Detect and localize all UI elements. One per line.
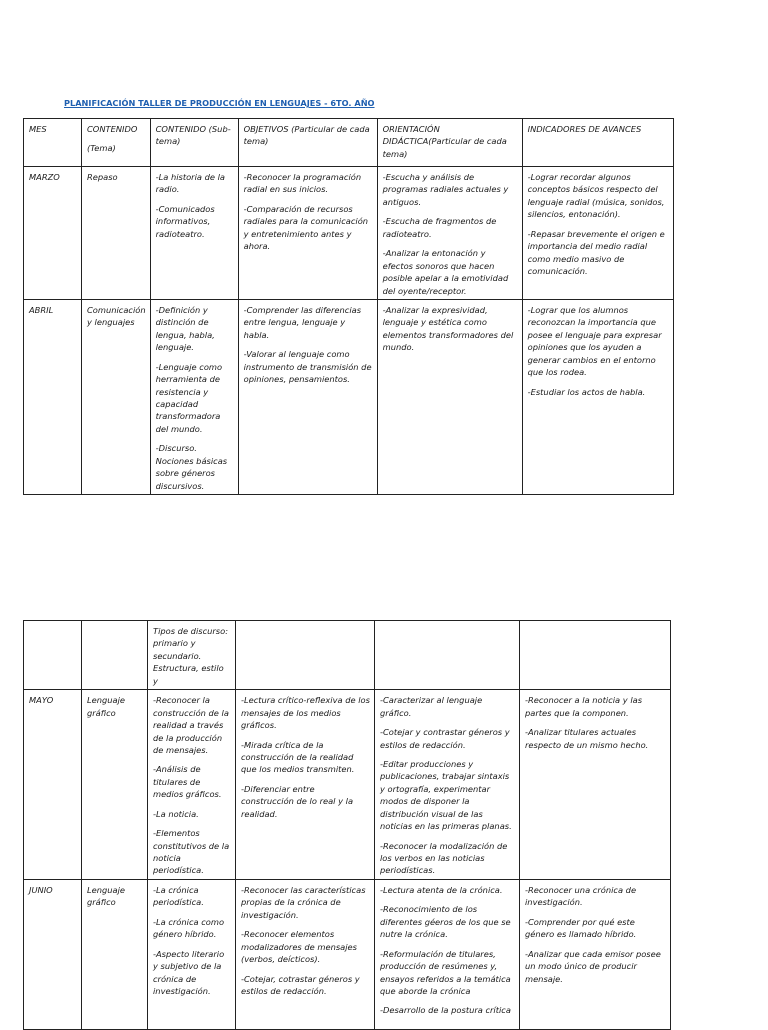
cell-mes xyxy=(24,621,82,690)
cell-subtema: -La historia de la radio. -Comunicados informativos, radioteatro. xyxy=(150,167,238,300)
planning-table-page-2 xyxy=(23,620,671,1030)
table-row-continuation xyxy=(24,621,671,690)
table-row xyxy=(24,299,674,494)
cell-subtema: -Reconocer la construcción de la realidad a través de la producción de mensajes. -Análisis de titulares de medios gráficos. -La noticia. -Elementos constitutivos de la noticia periodística. xyxy=(148,690,236,880)
header-mes: MES xyxy=(24,119,82,167)
cell-indicadores: -Reconocer a la noticia y las partes que la componen. -Analizar titulares actuales respecto de un mismo hecho. xyxy=(520,690,671,880)
cell-objetivos: -Lectura crítico-reflexiva de los mensajes de los medios gráficos. -Mirada crítica de la construcción de la realidad que los medios transmiten. -Diferenciar entre construcción de lo real y la realidad. xyxy=(236,690,375,880)
planning-table-page-1 xyxy=(23,118,674,495)
header-subtema: CONTENIDO (Sub-tema) xyxy=(150,119,238,167)
cell-objetivos: -Reconocer la programación radial en sus inicios. -Comparación de recursos radiales para la comunicación y entretenimiento antes y ahora. xyxy=(238,167,377,300)
cell-orientacion: -Analizar la expresividad, lenguaje y estética como elementos transformadores del mundo. xyxy=(377,299,522,494)
header-indicadores: INDICADORES DE AVANCES xyxy=(522,119,673,167)
header-objetivos: OBJETIVOS (Particular de cada tema) xyxy=(238,119,377,167)
document-title: PLANIFICACIÓN TALLER DE PRODUCCIÓN EN LENGUAJES - 6TO. AÑO xyxy=(64,98,375,108)
cell-mes: JUNIO xyxy=(24,879,82,1029)
cell-contenido: Lenguaje gráfico xyxy=(82,690,148,880)
cell-indicadores: -Lograr recordar algunos conceptos básicos respecto del lenguaje radial (música, sonidos, silencios, entonación). -Repasar brevemente el origen e importancia del medio radial como medio masivo de comunicación. xyxy=(522,167,673,300)
cell-subtema: -La crónica periodística. -La crónica como género híbrido. -Aspecto literario y subjetivo de la crónica de investigación. xyxy=(148,879,236,1029)
cell-orientacion: -Escucha y análisis de programas radiales actuales y antiguos. -Escucha de fragmentos de radioteatro. -Analizar la entonación y efectos sonoros que hacen posible apelar a la emotividad del oyente/receptor. xyxy=(377,167,522,300)
cell-orientacion xyxy=(375,621,520,690)
table-row xyxy=(24,167,674,300)
cell-orientacion: -Lectura atenta de la crónica. -Reconocimiento de los diferentes géeros de los que se nutre la crónica. -Reformulación de titulares, producción de resúmenes y, ensayos referidos a la temática que aborde la crónica -Desarrollo de la postura crítica xyxy=(375,879,520,1029)
cell-indicadores: -Reconocer una crónica de investigación. -Comprender por qué este género es llamado híbrido. -Analizar que cada emisor posee un modo único de producir mensaje. xyxy=(520,879,671,1029)
cell-objetivos: -Reconocer las características propias de la crónica de investigación. -Reconocer elementos modalizadores de mensajes (verbos, deícticos). -Cotejar, cotrastar géneros y estilos de redacción. xyxy=(236,879,375,1029)
cell-contenido: Comunicación y lenguajes xyxy=(82,299,151,494)
table-header-row xyxy=(24,119,674,167)
cell-objetivos xyxy=(236,621,375,690)
cell-mes: ABRIL xyxy=(24,299,82,494)
cell-mes: MARZO xyxy=(24,167,82,300)
cell-orientacion: -Caracterizar al lenguaje gráfico. -Cotejar y contrastar géneros y estilos de redacción. -Editar producciones y publicaciones, trabajar sintaxis y ortografía, experimentar modos de disponer la distribución visual de las noticias en las primeras planas. -Reconocer la modalización de los verbos en las noticias periodísticas. xyxy=(375,690,520,880)
cell-contenido: Repaso xyxy=(82,167,151,300)
cell-indicadores: -Lograr que los alumnos reconozcan la importancia que posee el lenguaje para expresar opiniones que los ayuden a generar cambios en el entorno que los rodea. -Estudiar los actos de habla. xyxy=(522,299,673,494)
cell-indicadores xyxy=(520,621,671,690)
cell-contenido xyxy=(82,621,148,690)
cell-subtema: Tipos de discurso: primario y secundario. Estructura, estilo y xyxy=(148,621,236,690)
header-orientacion: ORIENTACIÓN DIDÁCTICA(Particular de cada tema) xyxy=(377,119,522,167)
cell-contenido: Lenguaje gráfico xyxy=(82,879,148,1029)
cell-mes: MAYO xyxy=(24,690,82,880)
table-row xyxy=(24,879,671,1029)
cell-objetivos: -Comprender las diferencias entre lengua, lenguaje y habla. -Valorar al lenguaje como instrumento de transmisión de opiniones, pensamientos. xyxy=(238,299,377,494)
cell-subtema: -Definición y distinción de lengua, habla, lenguaje. -Lenguaje como herramienta de resistencia y capacidad transformadora del mundo. -Discurso. Nociones básicas sobre géneros discursivos. xyxy=(150,299,238,494)
header-contenido: CONTENIDO (Tema) xyxy=(82,119,151,167)
table-row xyxy=(24,690,671,880)
